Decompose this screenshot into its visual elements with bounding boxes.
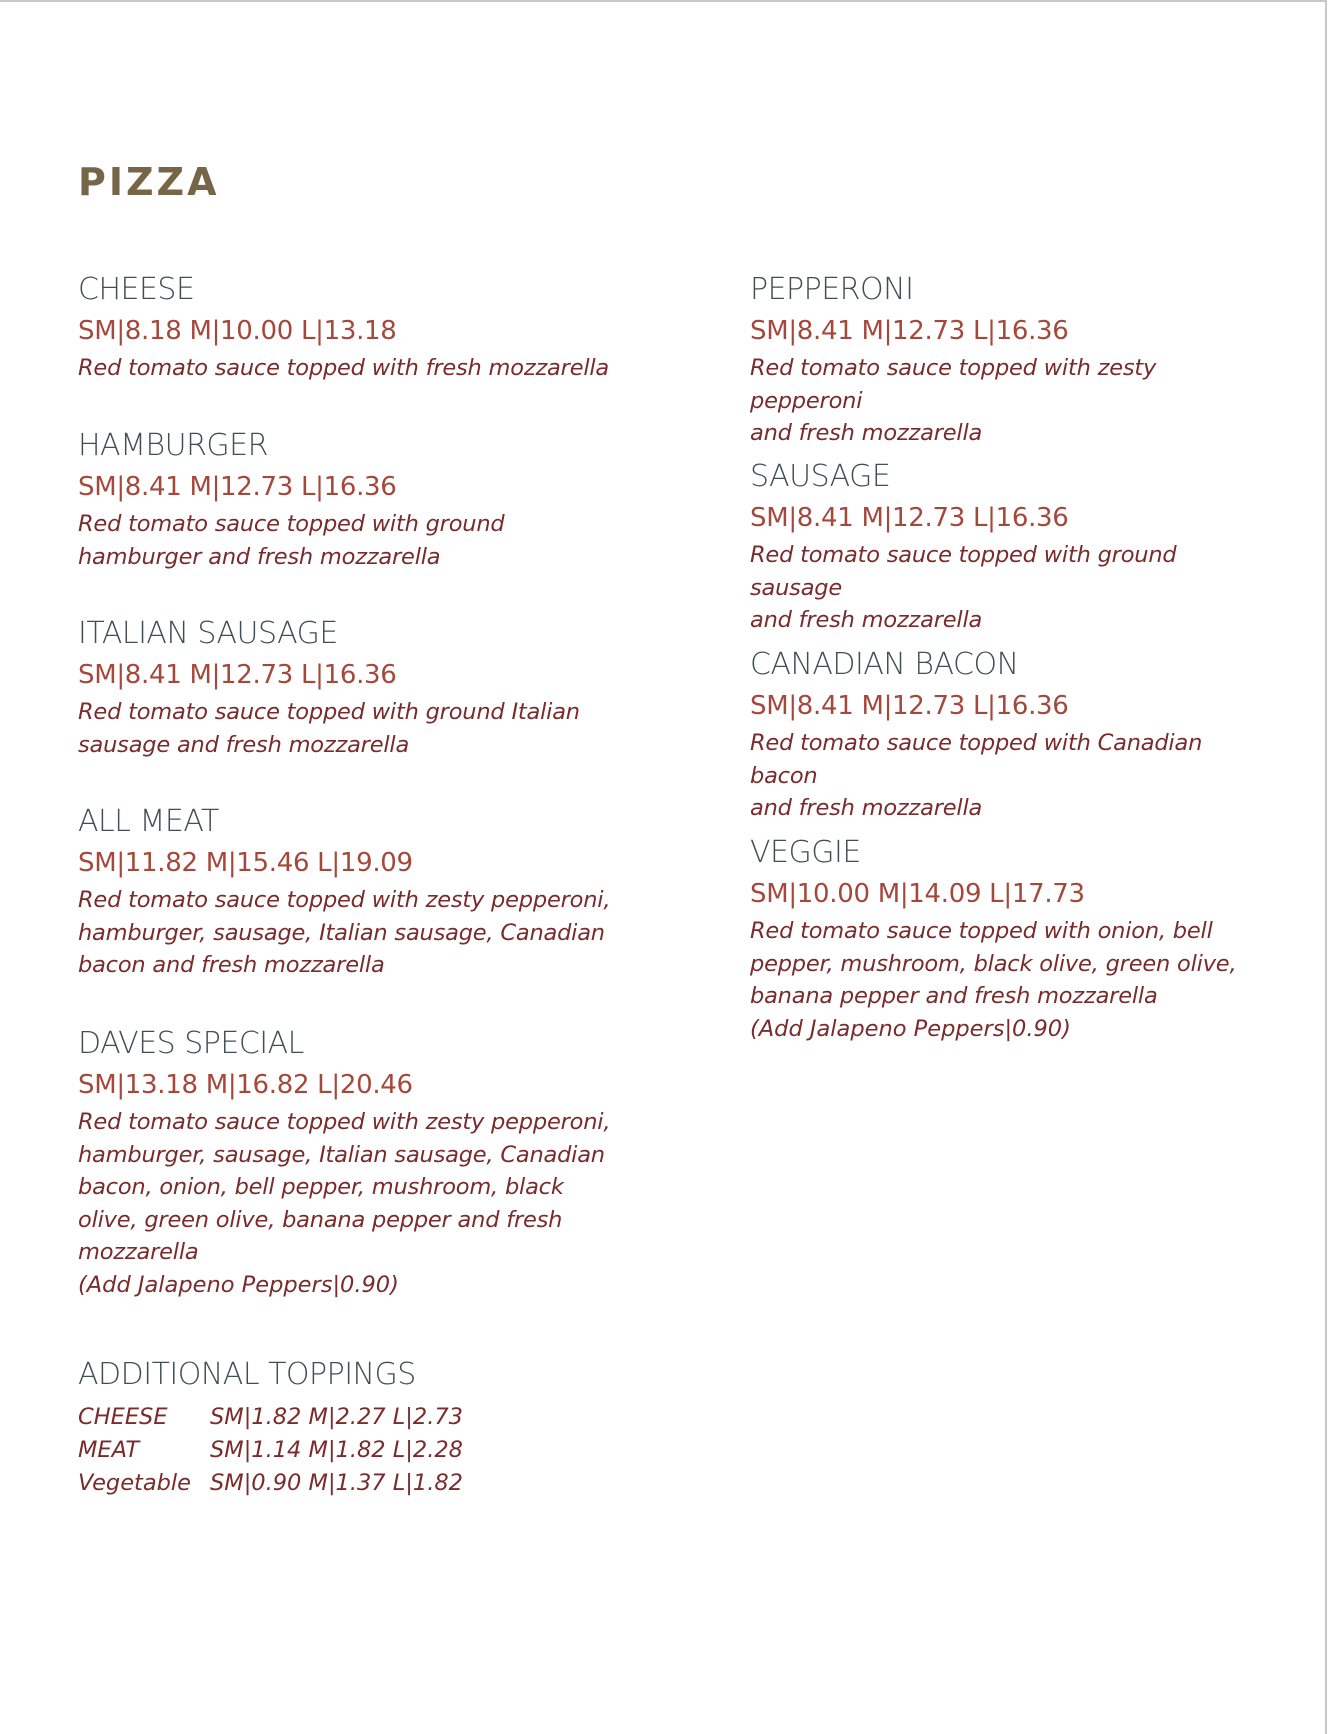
menu-item: [750, 270, 1270, 450]
menu-item-name: ALL MEAT: [78, 804, 219, 839]
menu-item: [78, 426, 638, 573]
menu-item-description: hamburger, sausage, Italian sausage, Canadian: [78, 1141, 605, 1168]
menu-item-description: pepper, mushroom, black olive, green olive,: [750, 950, 1237, 977]
topping-name: CHEESE: [78, 1404, 168, 1430]
page-title: PIZZA: [78, 160, 220, 204]
menu-item-description: and fresh mozzarella: [750, 420, 983, 446]
additional-toppings-heading: ADDITIONAL TOPPINGS: [78, 1357, 416, 1392]
menu-item-name: ITALIAN SAUSAGE: [78, 616, 338, 651]
topping-row: [78, 1401, 638, 1434]
menu-item: [78, 614, 638, 761]
menu-column-left: [78, 270, 638, 1500]
menu-item-price: SM|13.18 M|16.82 L|20.46: [78, 1070, 413, 1100]
menu-item: [78, 802, 638, 982]
topping-row: [78, 1467, 638, 1500]
menu-item-description: banana pepper and fresh mozzarella: [750, 983, 1158, 1009]
menu-item: [78, 270, 638, 385]
menu-item-price: SM|8.41 M|12.73 L|16.36: [750, 503, 1069, 533]
menu-item-description: hamburger, sausage, Italian sausage, Canadian: [78, 919, 605, 946]
menu-item-description: and fresh mozzarella: [750, 607, 983, 633]
menu-item-description: sausage and fresh mozzarella: [78, 731, 410, 758]
menu-item-name: PEPPERONI: [750, 272, 914, 307]
menu-item-note: (Add Jalapeno Peppers|0.90): [78, 1271, 399, 1298]
menu-item-description: bacon and fresh mozzarella: [78, 952, 385, 978]
menu-item-description: Red tomato sauce topped with zesty pepperoni,: [78, 1109, 611, 1135]
menu-item-price: SM|8.41 M|12.73 L|16.36: [750, 316, 1069, 346]
menu-item: [750, 833, 1270, 1045]
page-right-border: [1325, 0, 1327, 1734]
menu-item-description: Red tomato sauce topped with zesty pepperoni,: [78, 887, 611, 913]
menu-item: [78, 1024, 638, 1301]
menu-item-description: mozzarella: [78, 1239, 199, 1265]
menu-item-description: Red tomato sauce topped with ground sausage: [750, 542, 1177, 601]
topping-price: SM|0.90 M|1.37 L|1.82: [210, 1470, 463, 1496]
menu-item-name: SAUSAGE: [750, 459, 891, 494]
menu-item-description: Red tomato sauce topped with ground: [78, 511, 505, 537]
menu-item-name: DAVES SPECIAL: [78, 1026, 304, 1061]
menu-item-description: and fresh mozzarella: [750, 795, 983, 821]
menu-item: [750, 645, 1270, 825]
topping-name: Vegetable: [78, 1470, 192, 1496]
topping-row: [78, 1434, 638, 1467]
menu-item-description: hamburger and fresh mozzarella: [78, 543, 441, 570]
menu-item-description: Red tomato sauce topped with onion, bell: [750, 918, 1213, 944]
menu-item-name: CHEESE: [78, 272, 195, 307]
additional-toppings: [78, 1355, 638, 1500]
menu-item-price: SM|11.82 M|15.46 L|19.09: [78, 848, 413, 878]
menu-item-description: Red tomato sauce topped with Canadian bacon: [750, 730, 1203, 789]
menu-item-price: SM|8.41 M|12.73 L|16.36: [78, 660, 397, 690]
topping-price: SM|1.14 M|1.82 L|2.28: [210, 1437, 463, 1463]
menu-item-price: SM|8.41 M|12.73 L|16.36: [78, 472, 397, 502]
menu-item-note: (Add Jalapeno Peppers|0.90): [750, 1015, 1071, 1042]
topping-name: MEAT: [78, 1437, 140, 1463]
menu-item-name: HAMBURGER: [78, 428, 268, 463]
topping-price: SM|1.82 M|2.27 L|2.73: [210, 1404, 463, 1430]
menu-item-name: VEGGIE: [750, 835, 861, 870]
menu-item-description: Red tomato sauce topped with zesty pepperoni: [750, 355, 1157, 414]
menu-item-description: Red tomato sauce topped with ground Italian: [78, 699, 580, 725]
toppings-table: [78, 1401, 638, 1500]
menu-item: [750, 457, 1270, 637]
menu-item-price: SM|8.41 M|12.73 L|16.36: [750, 691, 1069, 721]
menu-item-price: SM|8.18 M|10.00 L|13.18: [78, 316, 397, 346]
menu-item-price: SM|10.00 M|14.09 L|17.73: [750, 879, 1085, 909]
menu-item-description: Red tomato sauce topped with fresh mozzarella: [78, 355, 610, 381]
menu-item-description: bacon, onion, bell pepper, mushroom, black: [78, 1174, 564, 1200]
menu-item-name: CANADIAN BACON: [750, 647, 1019, 682]
menu-item-description: olive, green olive, banana pepper and fresh: [78, 1206, 563, 1233]
page-top-border: [0, 0, 1326, 2]
